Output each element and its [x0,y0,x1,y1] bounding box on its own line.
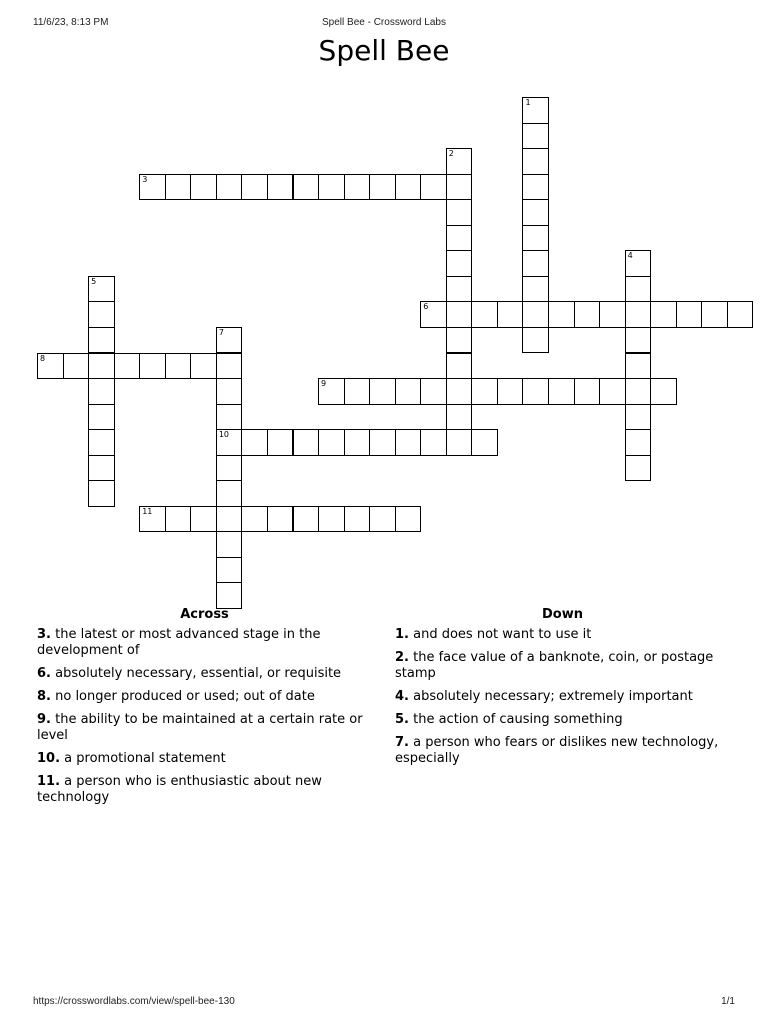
grid-cell [676,301,703,328]
clue-number: 9. [37,712,51,727]
grid-cell [216,327,243,354]
down-clue [395,712,730,728]
grid-cell [88,429,115,456]
grid-cell [139,353,166,380]
down-clue [395,650,730,682]
grid-cell [114,353,141,380]
grid-cell [88,378,115,405]
grid-cell [625,455,652,482]
grid-cell [522,225,549,252]
clue-text: and does not want to use it [413,627,592,642]
grid-cell [318,429,345,456]
grid-cell [446,250,473,277]
cell-number: 5 [91,276,97,286]
cell-number: 7 [218,327,224,337]
across-clue-list [37,627,372,806]
grid-cell [625,301,652,328]
grid-cell [344,506,371,533]
grid-cell [88,455,115,482]
clue-text: no longer produced or used; out of date [55,689,315,704]
grid-cell [241,174,268,201]
print-page-count: 1/1 [721,996,735,1007]
clue-number: 4. [395,689,409,704]
grid-cell [497,378,524,405]
clue-number: 11. [37,774,61,789]
grid-cell [599,301,626,328]
grid-cell [395,429,422,456]
clue-number: 5. [395,712,409,727]
grid-cell [625,327,652,354]
grid-cell [190,353,217,380]
grid-cell [267,429,294,456]
cell-number: 1 [525,98,531,107]
grid-cell [165,506,192,533]
grid-cell [216,404,243,431]
grid-cell [574,301,601,328]
grid-cell [88,327,115,354]
grid-cell [522,174,549,201]
grid-cell [522,301,549,328]
grid-cell [522,378,549,405]
grid-cell [139,506,166,533]
grid-cell [139,174,166,201]
grid-cell [446,148,473,175]
grid-cell [216,582,243,609]
print-datetime: 11/6/23, 8:13 PM [33,17,109,28]
grid-cell [395,506,422,533]
across-clue [37,712,372,744]
grid-cell [318,378,345,405]
clue-text: a person who is enthusiastic about new technology [37,774,322,805]
clue-text: absolutely necessary; extremely important [413,689,693,704]
across-heading: Across [180,607,229,622]
grid-cell [625,276,652,303]
grid-cell [267,506,294,533]
grid-cell [216,429,243,456]
clue-number: 6. [37,666,51,681]
grid-cell [241,429,268,456]
grid-cell [216,174,243,201]
down-clue [395,735,730,767]
grid-cell [318,174,345,201]
clue-text: the ability to be maintained at a certain rate or level [37,712,363,743]
cell-number: 4 [627,251,633,261]
down-clue [395,689,730,705]
clue-text: a promotional statement [64,751,226,766]
grid-cell [446,225,473,252]
grid-cell [446,199,473,226]
across-clue [37,774,372,806]
grid-cell [548,301,575,328]
grid-cell [395,378,422,405]
grid-cell [216,378,243,405]
grid-cell [216,506,243,533]
down-clues [395,607,730,774]
grid-cell [293,429,320,456]
down-clue-list [395,627,730,767]
grid-cell [625,429,652,456]
cell-number: 2 [448,149,454,159]
cell-number: 3 [142,174,148,184]
grid-cell [446,429,473,456]
grid-cell [88,353,115,380]
grid-cell [216,531,243,558]
clue-number: 2. [395,650,409,665]
grid-cell [216,480,243,507]
grid-cell [522,250,549,277]
grid-cell [63,353,90,380]
grid-cell [318,506,345,533]
across-clue [37,689,372,705]
clue-text: the action of causing something [413,712,623,727]
grid-cell [625,353,652,380]
cell-number: 9 [321,379,327,389]
grid-cell [625,404,652,431]
clue-number: 3. [37,627,51,642]
cell-number: 6 [423,302,429,312]
grid-cell [267,174,294,201]
grid-cell [369,429,396,456]
grid-cell [88,301,115,328]
grid-cell [522,97,549,124]
grid-cell [471,429,498,456]
grid-cell [650,301,677,328]
grid-cell [88,276,115,303]
grid-cell [369,506,396,533]
grid-cell [344,378,371,405]
grid-cell [344,429,371,456]
grid-cell [420,174,447,201]
grid-cell [190,174,217,201]
clue-number: 7. [395,735,409,750]
grid-cell [446,378,473,405]
across-clues [37,607,372,813]
grid-cell [369,378,396,405]
grid-cell [293,174,320,201]
grid-cell [625,250,652,277]
grid-cell [216,557,243,584]
grid-cell [190,506,217,533]
print-url: https://crosswordlabs.com/view/spell-bee-130 [33,996,235,1007]
across-clue [37,627,372,659]
across-clue [37,666,372,682]
grid-cell [88,480,115,507]
clue-text: the latest or most advanced stage in the development of [37,627,321,658]
grid-cell [471,301,498,328]
grid-cell [37,353,64,380]
grid-cell [369,174,396,201]
grid-cell [344,174,371,201]
clue-number: 10. [37,751,61,766]
grid-cell [701,301,728,328]
down-heading: Down [542,607,583,622]
clue-text: the face value of a banknote, coin, or postage stamp [395,650,714,681]
grid-cell [165,174,192,201]
cell-number: 8 [40,353,46,363]
grid-cell [522,148,549,175]
grid-cell [522,123,549,150]
grid-cell [727,301,754,328]
clue-number: 1. [395,627,409,642]
grid-cell [599,378,626,405]
cell-number: 10 [218,430,230,440]
grid-cell [522,199,549,226]
grid-cell [471,378,498,405]
grid-cell [522,276,549,303]
clue-text: a person who fears or dislikes new technology, especially [395,735,719,766]
grid-cell [548,378,575,405]
across-clue [37,751,372,767]
grid-cell [216,455,243,482]
grid-cell [446,301,473,328]
grid-cell [420,378,447,405]
grid-cell [650,378,677,405]
grid-cell [420,301,447,328]
grid-cell [293,506,320,533]
grid-cell [420,429,447,456]
grid-cell [446,276,473,303]
grid-cell [88,404,115,431]
grid-cell [625,378,652,405]
grid-cell [446,353,473,380]
down-clue [395,627,730,643]
grid-cell [522,327,549,354]
grid-cell [574,378,601,405]
grid-cell [395,174,422,201]
cell-number: 11 [142,506,153,516]
grid-cell [497,301,524,328]
grid-cell [446,174,473,201]
grid-cell [165,353,192,380]
print-page-title: Spell Bee - Crossword Labs [322,17,446,28]
grid-cell [241,506,268,533]
clue-number: 8. [37,689,51,704]
grid-cell [216,353,243,380]
grid-cell [446,327,473,354]
clue-text: absolutely necessary, essential, or requisite [55,666,342,681]
puzzle-title: Spell Bee [318,34,450,67]
grid-cell [446,404,473,431]
